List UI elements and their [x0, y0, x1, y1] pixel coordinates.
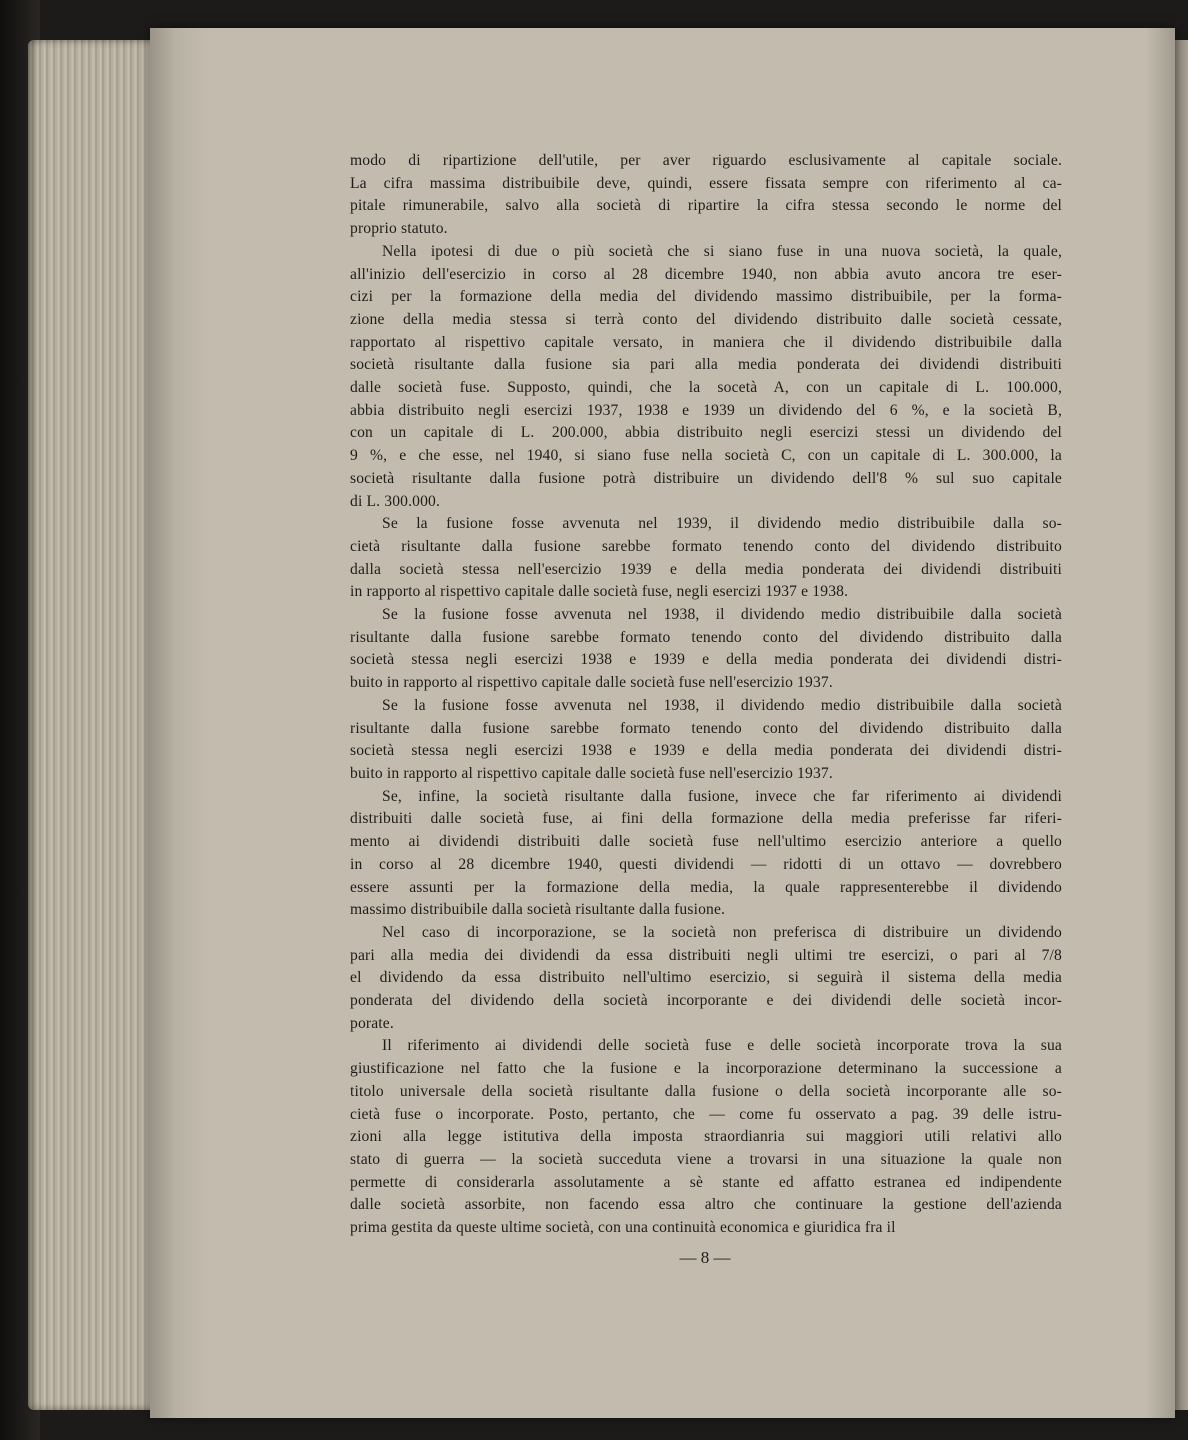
text-line: all'inizio dell'esercizio in corso al 28 dicembre 1940, non abbia avuto ancora tre eser- [350, 265, 1062, 283]
text-line: con un capitale di L. 200.000, abbia distribuito negli esercizi stessi un dividendo del [350, 424, 1062, 442]
text-line: ponderata del dividendo della società incorporante e dei dividendi delle società incor- [350, 992, 1062, 1010]
text-line: massimo distribuibile dalla società risultante dalla fusione. [350, 901, 726, 919]
text-line: buito in rapporto al rispettivo capitale dalle società fuse nell'esercizio 1937. [350, 674, 833, 692]
text-line: giustificazione nel fatto che la fusione e la incorporazione determinano la successione a [350, 1060, 1062, 1078]
text-line: Il riferimento ai dividendi delle società fuse e delle società incorporate trova la sua [382, 1037, 1062, 1055]
text-line: Se, infine, la società risultante dalla fusione, invece che far riferimento ai dividendi [382, 787, 1062, 805]
text-line: dalle società fuse. Supposto, quindi, che la socetà A, con un capitale di L. 100.000, [350, 379, 1062, 397]
text-line: La cifra massima distribuibile deve, quindi, essere fissata sempre con riferimento al ca- [350, 174, 1062, 192]
paragraph [350, 1035, 1062, 1239]
text-line: prima gestita da queste ultime società, con una continuità economica e giuridica fra il [350, 1219, 896, 1237]
text-line: Se la fusione fosse avvenuta nel 1938, il dividendo medio distribuibile dalla società [382, 606, 1062, 624]
text-line: società risultante dalla fusione sia pari alla media ponderata dei dividendi distribuiti [350, 356, 1062, 374]
paragraph [350, 695, 1062, 786]
text-line: dalle società assorbite, non facendo essa altro che continuare la gestione dell'azienda [350, 1196, 1062, 1214]
body-text [350, 150, 1062, 1240]
text-line: el dividendo da essa distribuito nell'ultimo esercizio, si seguirà il sistema della media [350, 969, 1062, 987]
text-line: buito in rapporto al rispettivo capitale dalle società fuse nell'esercizio 1937. [350, 764, 833, 782]
text-line: 9 %, e che esse, nel 1940, si siano fuse nella società C, con un capitale di L. 300.000, la [350, 447, 1062, 465]
page-stack-edges [28, 40, 163, 1410]
text-line: cizi per la formazione della media del dividendo massimo distribuibile, per la forma- [350, 288, 1062, 306]
text-line: proprio statuto. [350, 220, 448, 238]
text-line: Se la fusione fosse avvenuta nel 1938, il dividendo medio distribuibile dalla società [382, 696, 1062, 714]
text-line: di L. 300.000. [350, 492, 441, 510]
text-line: zione della media stessa si terrà conto del dividendo distribuito dalle società cessate, [350, 310, 1062, 328]
text-line: pari alla media dei dividendi da essa distribuiti negli ultimi tre esercizi, o pari al 7/8 [350, 946, 1062, 964]
text-line: società stessa negli esercizi 1938 e 1939 e della media ponderata dei dividendi distri- [350, 651, 1062, 669]
text-line: Nel caso di incorporazione, se la società non preferisca di distribuire un dividendo [382, 923, 1062, 941]
text-line: in rapporto al rispettivo capitale dalle società fuse, negli esercizi 1937 e 1938. [350, 583, 849, 601]
text-line: permette di considerarla assolutamente a sè stante ed affatto estranea ed indipendente [350, 1173, 1062, 1191]
text-line: distribuiti dalle società fuse, ai fini della formazione della media preferisse far riferi- [350, 810, 1062, 828]
page-number: — 8 — [679, 1248, 731, 1267]
text-line: risultante dalla fusione sarebbe formato tenendo conto del dividendo distribuito dalla [350, 628, 1062, 646]
text-line: Se la fusione fosse avvenuta nel 1939, il dividendo medio distribuibile dalla so- [382, 515, 1062, 533]
text-line: zioni alla legge istitutiva della imposta straordianria sui maggiori utili relativi allo [350, 1128, 1062, 1146]
paragraph [350, 922, 1062, 1036]
paragraph [350, 786, 1062, 922]
text-line: in corso al 28 dicembre 1940, questi dividendi — ridotti di un ottavo — dovrebbero [350, 855, 1062, 873]
text-line: dalla società stessa nell'esercizio 1939 e della media ponderata dei dividendi distribuiti [350, 560, 1062, 578]
paragraph [350, 150, 1062, 241]
text-line: modo di ripartizione dell'utile, per aver riguardo esclusivamente al capitale sociale. [350, 152, 1062, 169]
text-line: pitale rimunerabile, salvo alla società di ripartire la cifra stessa secondo le norme del [350, 197, 1062, 215]
text-line: Nella ipotesi di due o più società che si siano fuse in una nuova società, la quale, [382, 242, 1062, 260]
text-line: rapportato al rispettivo capitale versato, in maniera che il dividendo distribuibile dalla [350, 333, 1062, 351]
text-line: cietà fuse o incorporate. Posto, pertanto, che — come fu osservato a pag. 39 delle istru- [350, 1105, 1062, 1123]
text-line: società risultante dalla fusione potrà distribuire un dividendo dell'8 % sul suo capitale [350, 469, 1062, 487]
text-line: stato di guerra — la società succeduta viene a trovarsi in una situazione la quale non [350, 1150, 1062, 1168]
paragraph [350, 604, 1062, 695]
text-line: cietà risultante dalla fusione sarebbe formato tenendo conto del dividendo distribuito [350, 537, 1062, 555]
text-line: essere assunti per la formazione della media, la quale rappresenterebbe il dividendo [350, 878, 1062, 896]
text-line: società stessa negli esercizi 1938 e 1939 e della media ponderata dei dividendi distri- [350, 742, 1062, 760]
text-line: abbia distribuito negli esercizi 1937, 1938 e 1939 un dividendo del 6 %, e la società B, [350, 401, 1062, 419]
text-line: titolo universale della società risultante dalla fusione o della società incorporante alle so- [350, 1082, 1062, 1100]
paragraph [350, 513, 1062, 604]
paragraph [350, 241, 1062, 513]
text-line: risultante dalla fusione sarebbe formato tenendo conto del dividendo distribuito dalla [350, 719, 1062, 737]
text-line: porate. [350, 1014, 394, 1032]
text-line: mento ai dividendi distribuiti dalle società fuse nell'ultimo esercizio anteriore a quello [350, 833, 1062, 851]
